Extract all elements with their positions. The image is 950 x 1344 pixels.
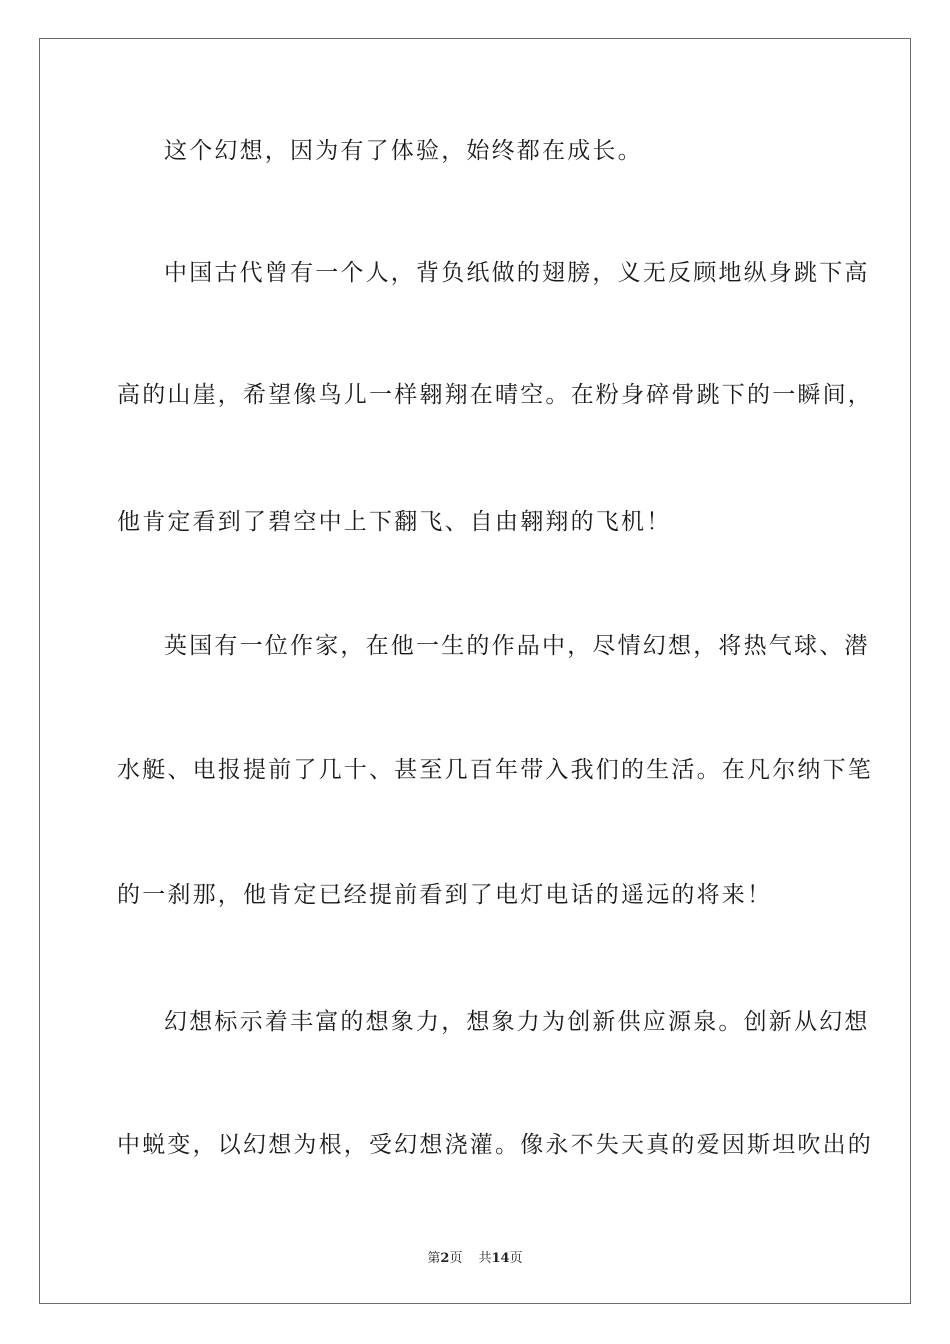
paragraph-2-line-3: 他肯定看到了碧空中上下翻飞、自由翱翔的飞机！ [117,509,672,535]
paragraph-3-line-3: 的一刹那，他肯定已经提前看到了电灯电话的遥远的将来！ [117,882,773,908]
footer-page-prefix: 第 [427,1251,441,1266]
footer-page-number: 2 [440,1251,450,1266]
page-border [39,38,911,1304]
paragraph-3-line-2: 水艇、电报提前了几十、甚至几百年带入我们的生活。在凡尔纳下笔 [117,757,873,783]
paragraph-2-line-2: 高的山崖，希望像鸟儿一样翱翔在晴空。在粉身碎骨跳下的一瞬间， [117,382,873,408]
footer-page-suffix: 页 [449,1251,463,1266]
paragraph-3-line-1: 英国有一位作家，在他一生的作品中，尽情幻想，将热气球、潜 [164,633,870,659]
paragraph-4-line-1: 幻想标示着丰富的想象力，想象力为创新供应源泉。创新从幻想 [164,1009,870,1035]
footer-total-suffix: 页 [509,1251,523,1266]
paragraph-1-line-1: 这个幻想，因为有了体验，始终都在成长。 [164,138,643,164]
paragraph-2-line-1: 中国古代曾有一个人，背负纸做的翅膀，义无反顾地纵身跳下高 [164,260,870,286]
page-footer [0,1247,950,1266]
footer-total-prefix: 共 [478,1251,492,1266]
footer-total-pages: 14 [491,1251,510,1266]
paragraph-4-line-2: 中蜕变，以幻想为根，受幻想浇灌。像永不失天真的爱因斯坦吹出的 [117,1132,873,1158]
